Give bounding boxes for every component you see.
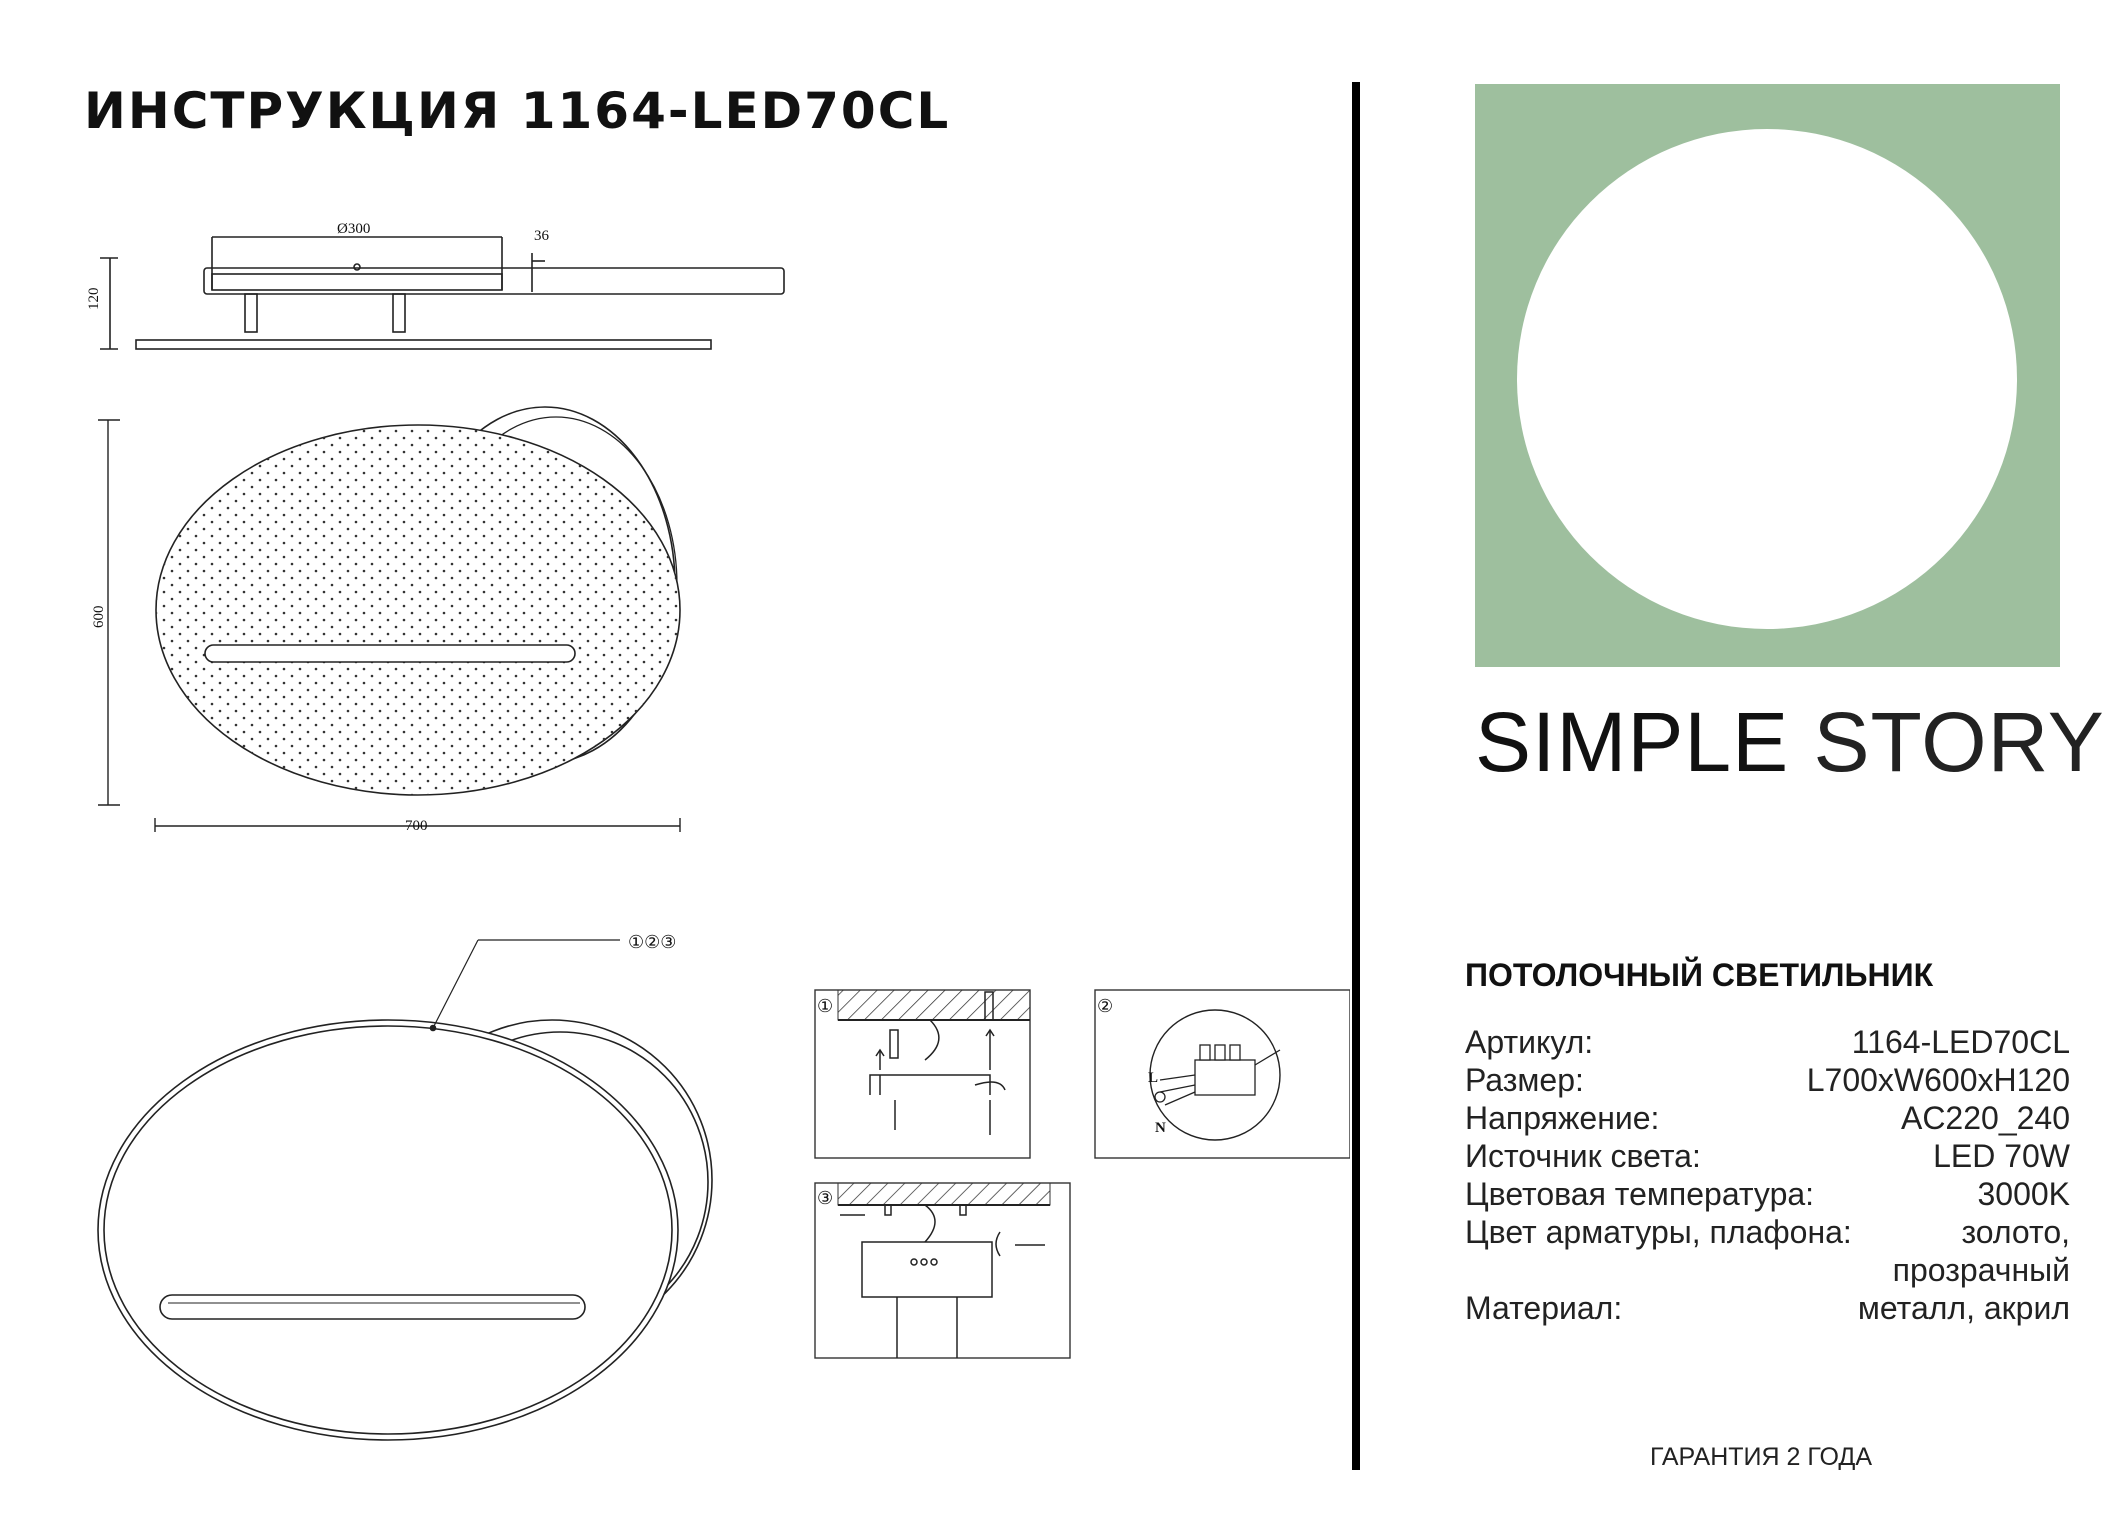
wire-label-live: L	[1148, 1070, 1159, 1086]
spec-row-material	[1465, 1289, 2070, 1327]
spec-row-voltage	[1465, 1099, 2070, 1137]
dim-width: 600	[91, 605, 107, 628]
spec-list	[1465, 1023, 2070, 1327]
dim-length: 700	[405, 818, 428, 834]
spec-row-light-source	[1465, 1137, 2070, 1175]
page-title: ИНСТРУКЦИЯ 1164-LED70CL	[84, 82, 951, 140]
step-1-number: ①	[817, 996, 834, 1016]
spec-label: Артикул:	[1465, 1024, 1594, 1060]
brand-part-1: SIMPLE	[1475, 695, 1790, 789]
spec-value: L700xW600xH120	[1806, 1062, 2070, 1098]
spec-row-size	[1465, 1061, 2070, 1099]
spec-value: LED 70W	[1933, 1138, 2070, 1174]
front-view-drawing	[98, 940, 712, 1440]
spec-value: золото,	[1961, 1214, 2070, 1250]
spec-label: Цветовая температура:	[1465, 1176, 1815, 1212]
spec-value: 3000K	[1977, 1176, 2070, 1212]
spec-value: металл, акрил	[1857, 1290, 2070, 1326]
dim-height: 120	[86, 287, 102, 310]
spec-label: Напряжение:	[1465, 1100, 1660, 1136]
step-2-number: ②	[1097, 996, 1114, 1016]
warranty-note: ГАРАНТИЯ 2 ГОДА	[1650, 1443, 1872, 1471]
spec-label: Источник света:	[1465, 1138, 1701, 1174]
wire-label-neutral: N	[1155, 1120, 1166, 1136]
spec-row-color-temp	[1465, 1175, 2070, 1213]
spec-value: AC220_240	[1900, 1100, 2070, 1136]
product-hero-image	[1475, 84, 2060, 667]
callout-label: ①②③	[628, 932, 677, 952]
lamp-glow-circle	[1517, 129, 2017, 629]
brand-logo	[1475, 695, 2105, 789]
product-category: ПОТОЛОЧНЫЙ СВЕТИЛЬНИК	[1465, 957, 1934, 993]
step-1-panel	[815, 990, 1030, 1158]
dim-depth: 36	[534, 228, 549, 244]
step-3-panel	[815, 1183, 1070, 1358]
spec-label: Размер:	[1465, 1062, 1584, 1098]
spec-value: 1164-LED70CL	[1851, 1024, 2070, 1060]
dim-diameter: Ø300	[337, 221, 371, 237]
spec-row-color	[1465, 1213, 2070, 1289]
spec-row-article	[1465, 1023, 2070, 1061]
step-3-number: ③	[817, 1188, 834, 1208]
spec-value-continued: прозрачный	[1892, 1252, 2070, 1288]
top-view-drawing	[98, 407, 680, 832]
side-view-drawing	[100, 237, 784, 349]
spec-label: Материал:	[1465, 1290, 1623, 1326]
step-2-panel	[1095, 990, 1350, 1158]
brand-part-2: STORY	[1813, 695, 2105, 789]
vertical-divider	[1352, 82, 1360, 1470]
spec-label: Цвет арматуры, плафона:	[1465, 1214, 1852, 1250]
